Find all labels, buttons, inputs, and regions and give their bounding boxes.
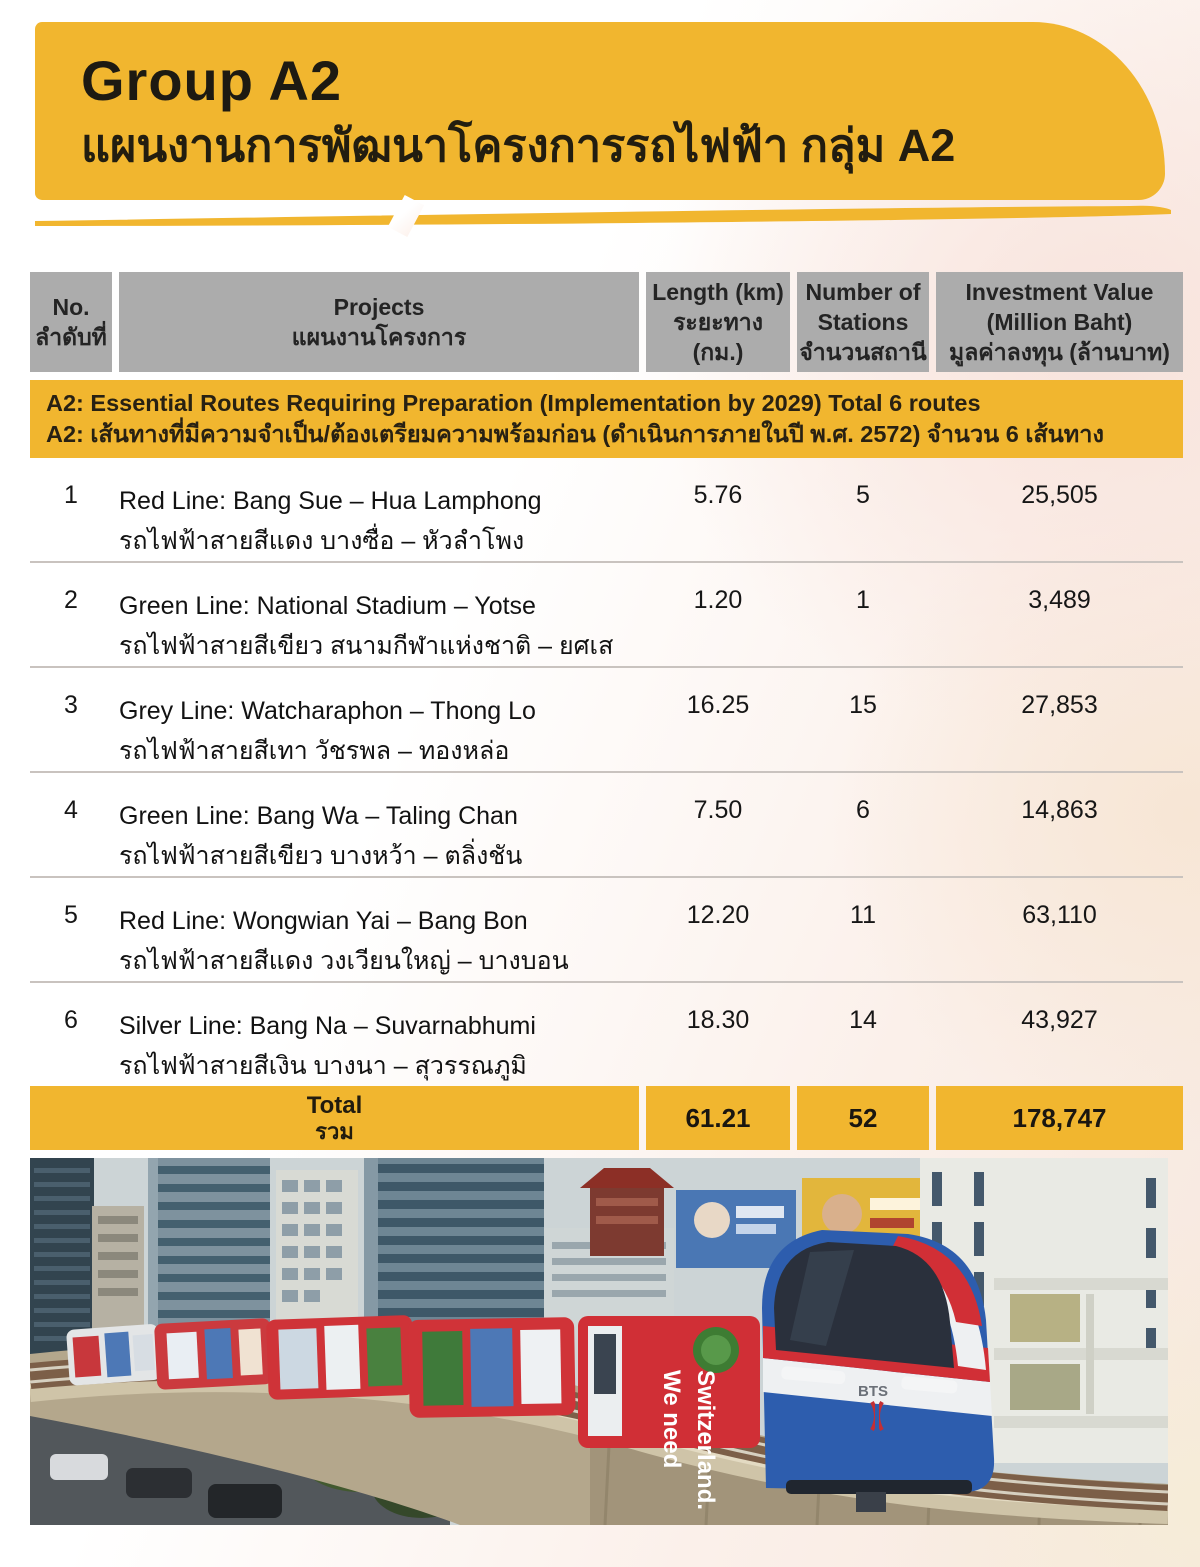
stations-value: 1 xyxy=(856,586,870,614)
length-value: 12.20 xyxy=(686,901,750,929)
col-header-stations xyxy=(797,272,929,372)
length-value: 16.25 xyxy=(686,691,750,719)
project-name-th: รถไฟฟ้าสายสีเทา วัชรพล – ทองหล่อ xyxy=(119,737,510,765)
project-name-cell xyxy=(119,1006,639,1086)
banner-underline-swoosh xyxy=(35,205,1173,227)
project-name-en: Grey Line: Watcharaphon – Thong Lo xyxy=(119,697,536,725)
project-name-en: Silver Line: Bang Na – Suvarnabhumi xyxy=(119,1012,536,1040)
page-title: Group A2 xyxy=(81,49,343,112)
stations-value: 14 xyxy=(849,1006,877,1034)
table-row xyxy=(30,563,1183,668)
col-header-projects-en: Projects xyxy=(333,294,425,320)
row-number: 4 xyxy=(64,796,78,824)
col-header-investment-en: Investment Value (Million Baht) xyxy=(965,279,1154,335)
bts-logo-text: BTS xyxy=(858,1383,888,1400)
investment-value: 27,853 xyxy=(1021,691,1098,719)
total-label-en: Total xyxy=(306,1091,363,1119)
total-label-th: รวม xyxy=(315,1118,354,1144)
row-number: 3 xyxy=(64,691,78,719)
table-header-row xyxy=(30,272,1183,372)
table-row xyxy=(30,983,1183,1086)
investment-value: 14,863 xyxy=(1021,796,1098,824)
col-header-investment-th: มูลค่าลงทุน (ล้านบาท) xyxy=(949,339,1170,365)
project-name-th: รถไฟฟ้าสายสีเงิน บางนา – สุวรรณภูมิ xyxy=(119,1052,527,1080)
bts-train-photo xyxy=(30,1158,1168,1525)
stations-value: 11 xyxy=(850,901,876,929)
table-body xyxy=(30,458,1183,1086)
col-header-no-en: No. xyxy=(52,294,90,320)
project-name-cell xyxy=(119,481,639,561)
project-name-en: Green Line: National Stadium – Yotse xyxy=(119,592,536,620)
project-name-cell xyxy=(119,796,639,876)
length-value: 7.50 xyxy=(693,796,743,824)
investment-value: 25,505 xyxy=(1021,481,1098,509)
table-row xyxy=(30,773,1183,878)
col-header-length-th: ระยะทาง (กม.) xyxy=(673,309,763,365)
row-number: 2 xyxy=(64,586,78,614)
col-header-length-en: Length (km) xyxy=(652,279,784,305)
project-name-en: Red Line: Wongwian Yai – Bang Bon xyxy=(119,907,528,935)
investment-value: 43,927 xyxy=(1021,1006,1098,1034)
length-value: 5.76 xyxy=(693,481,743,509)
total-label-cell xyxy=(30,1086,639,1150)
col-header-no-th: ลำดับที่ xyxy=(35,324,107,350)
ad-text-line1: We need xyxy=(658,1370,685,1469)
total-row xyxy=(30,1086,1183,1150)
project-name-en: Red Line: Bang Sue – Hua Lamphong xyxy=(119,487,542,515)
col-header-no xyxy=(30,272,112,372)
bts-train-scene xyxy=(30,1158,1168,1525)
project-name-cell xyxy=(119,901,639,981)
project-name-th: รถไฟฟ้าสายสีเขียว สนามกีฬาแห่งชาติ – ยศเส xyxy=(119,632,614,660)
total-investment-value: 178,747 xyxy=(936,1086,1183,1150)
row-number: 1 xyxy=(64,481,78,509)
col-header-projects xyxy=(119,272,639,372)
stations-value: 6 xyxy=(856,796,870,824)
row-number: 6 xyxy=(64,1006,78,1034)
ad-text-line2: Switzerland. xyxy=(692,1370,719,1511)
project-name-th: รถไฟฟ้าสายสีแดง บางซื่อ – หัวลำโพง xyxy=(119,527,525,555)
investment-value: 3,489 xyxy=(1028,586,1091,614)
row-number: 5 xyxy=(64,901,78,929)
total-length-value: 61.21 xyxy=(646,1086,790,1150)
table-row xyxy=(30,458,1183,563)
pagoda xyxy=(580,1168,674,1256)
table-row xyxy=(30,668,1183,773)
total-stations-value: 52 xyxy=(797,1086,929,1150)
header-banner xyxy=(35,22,1165,200)
group-note-th: A2: เส้นทางที่มีความจำเป็น/ต้องเตรียมความพร้อมก่อน (ดำเนินการภายในปี พ.ศ. 2572) จำนวน 6 เส้นทาง xyxy=(46,421,1104,447)
train-front-car xyxy=(762,1230,994,1512)
length-value: 1.20 xyxy=(693,586,743,614)
project-name-cell xyxy=(119,691,639,771)
group-note-row xyxy=(30,380,1183,458)
projects-table xyxy=(30,272,1183,1150)
col-header-stations-en: Number of Stations xyxy=(805,279,921,335)
col-header-length xyxy=(646,272,790,372)
stations-value: 15 xyxy=(849,691,877,719)
table-row xyxy=(30,878,1183,983)
project-name-en: Green Line: Bang Wa – Taling Chan xyxy=(119,802,518,830)
project-name-cell xyxy=(119,586,639,666)
col-header-projects-th: แผนงานโครงการ xyxy=(291,324,467,350)
length-value: 18.30 xyxy=(686,1006,750,1034)
stations-value: 5 xyxy=(856,481,870,509)
project-name-th: รถไฟฟ้าสายสีเขียว บางหว้า – ตลิ่งชัน xyxy=(119,842,523,870)
col-header-investment xyxy=(936,272,1183,372)
group-note-en: A2: Essential Routes Requiring Preparation (Implementation by 2029) Total 6 routes xyxy=(46,390,981,416)
project-name-th: รถไฟฟ้าสายสีแดง วงเวียนใหญ่ – บางบอน xyxy=(119,947,569,975)
page-subtitle-thai: แผนงานการพัฒนาโครงการรถไฟฟ้า กลุ่ม A2 xyxy=(81,120,956,171)
investment-value: 63,110 xyxy=(1022,901,1097,929)
col-header-stations-th: จำนวนสถานี xyxy=(799,339,927,365)
